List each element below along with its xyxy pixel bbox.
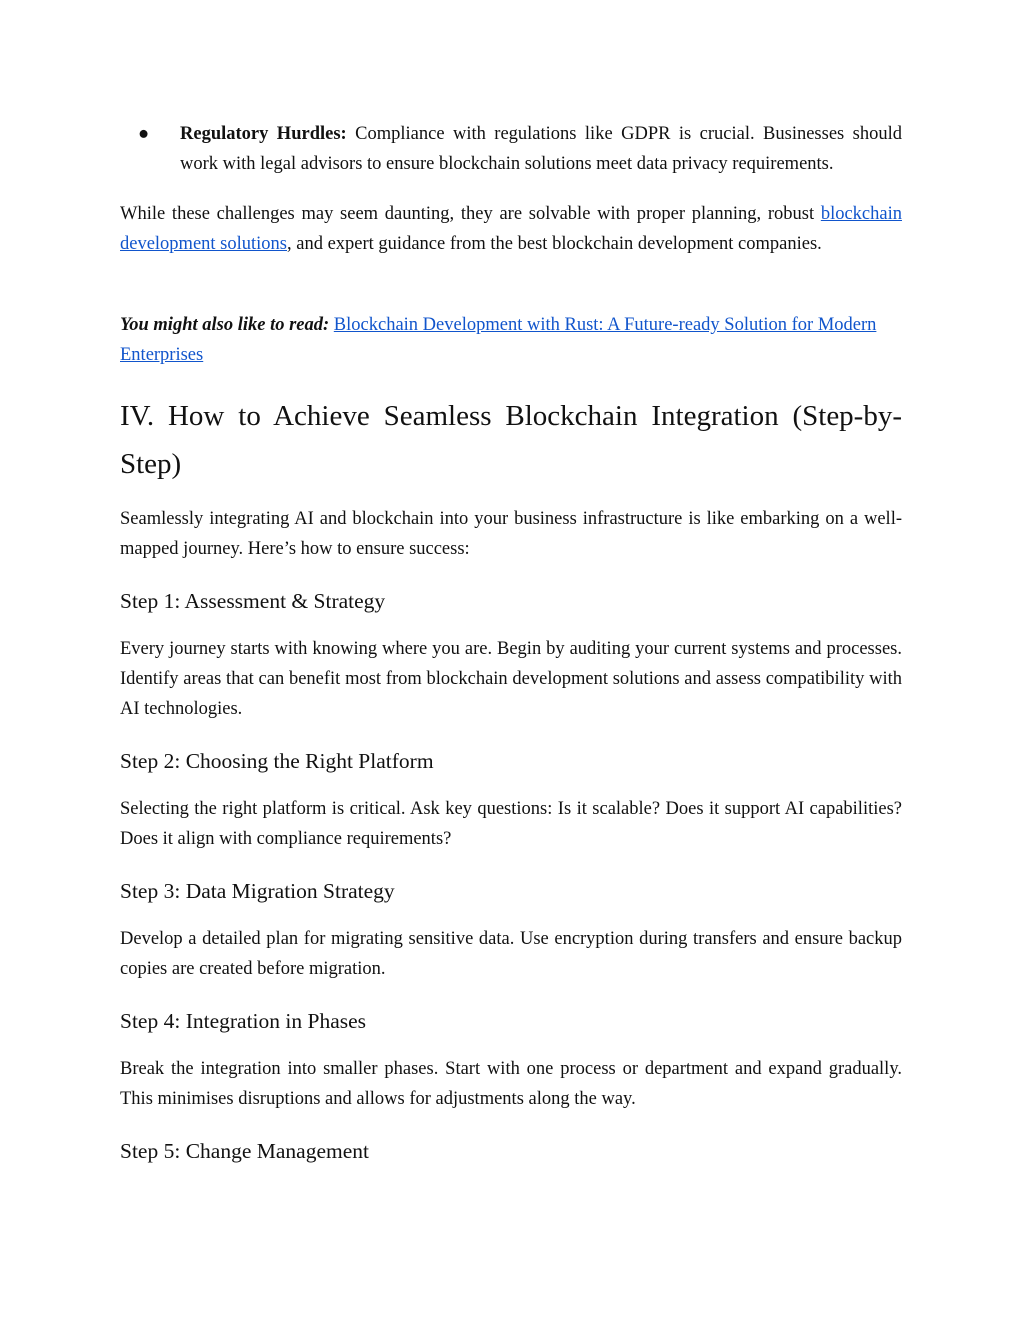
step-3-body: Develop a detailed plan for migrating sensitive data. Use encryption during transfers and ensure backup copies are created before migration. xyxy=(120,929,902,979)
step-1-title: Step 1: Assessment & Strategy xyxy=(120,589,386,613)
step-4-body: Break the integration into smaller phases. Start with one process or department and expand gradually. This minimises disruptions and allows for adjustments along the way. xyxy=(120,1059,902,1109)
bullet-dot-icon: ● xyxy=(138,124,150,144)
intro-paragraph: Seamlessly integrating AI and blockchain into your business infrastructure is like embarking on a well-mapped journey. Here’s how to ensure success: xyxy=(120,509,902,559)
paragraph-challenges xyxy=(120,199,902,259)
bullet-body: Compliance with regulations like GDPR is crucial. Businesses should work with legal advisors to ensure blockchain solutions meet data privacy requirements. xyxy=(180,124,902,174)
bullet-label: Regulatory Hurdles: xyxy=(180,124,347,144)
read-more-label: You might also like to read: xyxy=(120,315,330,335)
step-2-title: Step 2: Choosing the Right Platform xyxy=(120,749,434,773)
step-4-title: Step 4: Integration in Phases xyxy=(120,1009,367,1033)
step-3-title: Step 3: Data Migration Strategy xyxy=(120,879,395,903)
step-5-title: Step 5: Change Management xyxy=(120,1139,369,1163)
paragraph-challenges-text-before: While these challenges may seem daunting, they are solvable with proper planning, robust xyxy=(120,204,821,224)
step-2-body: Selecting the right platform is critical. Ask key questions: Is it scalable? Does it support AI capabilities? Does it align with compliance requirements? xyxy=(120,799,902,849)
read-more-link[interactable]: Blockchain Development with Rust: A Future-ready Solution for Modern Enterprises xyxy=(120,315,877,365)
step-1-body: Every journey starts with knowing where you are. Begin by auditing your current systems and processes. Identify areas that can benefit most from blockchain development solutions and assess compatibility with AI technologies. xyxy=(120,639,902,719)
bullet-regulatory-hurdles xyxy=(138,119,902,179)
read-more-line xyxy=(120,310,902,370)
paragraph-challenges-text-after: , and expert guidance from the best blockchain development companies. xyxy=(287,234,822,254)
bullet-text xyxy=(180,119,902,179)
section-heading: IV. How to Achieve Seamless Blockchain Integration (Step-by-Step) xyxy=(120,400,902,480)
blockchain-development-solutions-link[interactable]: blockchain development solutions xyxy=(120,204,902,254)
